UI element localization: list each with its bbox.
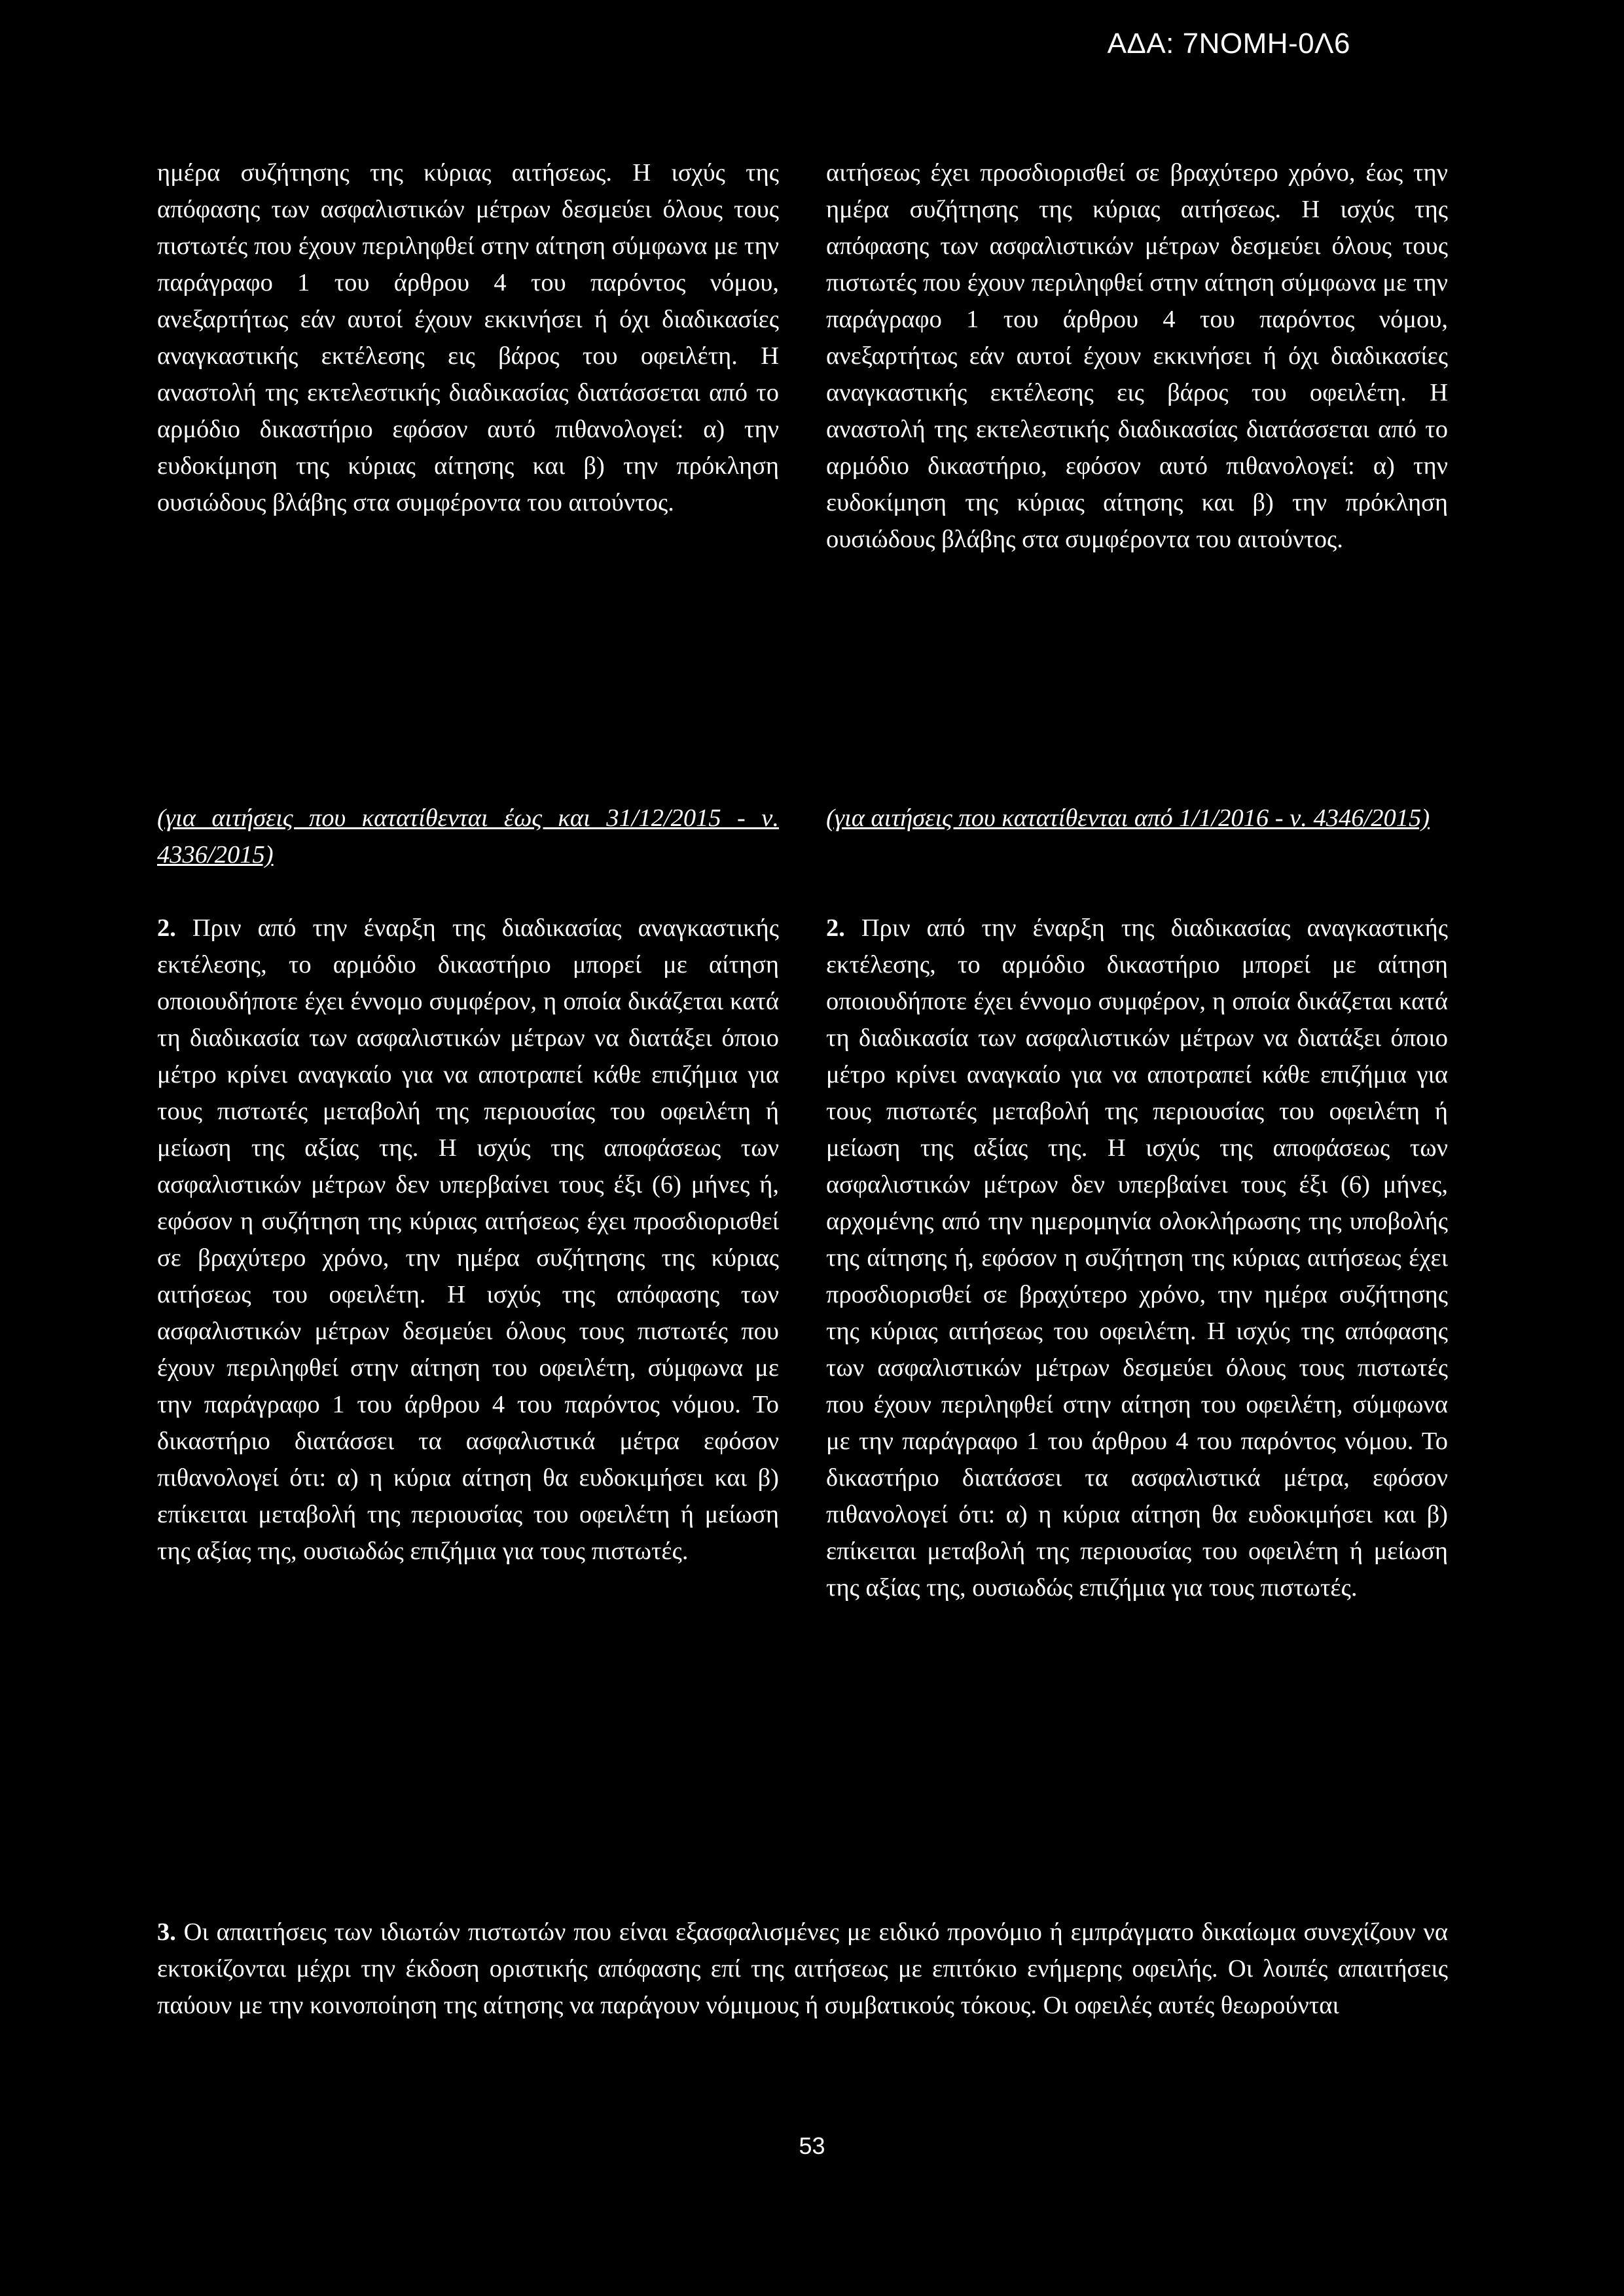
right-paragraph-2-text: Πριν από την έναρξη της διαδικασίας αναγκαστικής εκτέλεσης, το αρμόδιο δικαστήριο μπορεί με αίτηση οποιουδήποτε έχει έννομο συμφέρον, η οποία δικάζεται κατά τη διαδικασία των ασφαλιστικών μέτρων να διατάξει όποιο μέτρο κρίνει αναγκαίο για να αποτραπεί κάθε επιζήμια για τους πιστωτές μεταβολή της περιουσίας του οφειλέτη ή μείωση της αξίας της. Η ισχύς της αποφάσεως των ασφαλιστικών μέτρων δεν υπερβαίνει τους έξι (6) μήνες, αρχομένης από την ημερομηνία ολοκλήρωσης της υποβολής της αίτησης ή, εφόσον η συζήτηση της κύριας αιτήσεως έχει προσδιορισθεί σε βραχύτερο χρόνο, την ημέρα συζήτησης της κύριας αιτήσεως του οφειλέτη. Η ισχύς της απόφασης των ασφαλιστικών μέτρων δεσμεύει όλους τους πιστωτές που έχουν περιληφθεί στην αίτηση του οφειλέτη, σύμφωνα με την παράγραφο 1 του άρθρου 4 του παρόντος νόμου. Το δικαστήριο διατάσσει τα ασφαλιστικά μέτρα, εφόσον πιθανολογεί ότι: α) η κύρια αίτηση θα ευδοκιμήσει και β) επίκειται μεταβολή της περιουσίας του οφειλέτη ή μείωση της αξίας της, ουσιωδώς επιζήμια για τους πιστωτές. <box>826 914 1448 1602</box>
section-3 <box>157 1914 1448 2024</box>
left-heading-text: (για αιτήσεις που κατατίθενται έως και 31/12/2015 - ν. 4336/2015) <box>157 804 779 869</box>
left-heading <box>157 800 779 873</box>
section-3-number: 3. <box>157 1918 176 1946</box>
document-id-ada: ΑΔΑ: 7ΝΟΜΗ-0Λ6 <box>1107 27 1350 60</box>
left-paragraph-2 <box>157 910 779 1570</box>
right-continuation-text: αιτήσεως έχει προσδιορισθεί σε βραχύτερο χρόνο, έως την ημέρα συζήτησης της κύριας αιτήσεως. Η ισχύς της απόφασης των ασφαλιστικών μέτρων δεσμεύει όλους τους πιστωτές που έχουν περιληφθεί στην αίτηση σύμφωνα με την παράγραφο 1 του άρθρου 4 του παρόντος νόμου, ανεξαρτήτως εάν αυτοί έχουν εκκινήσει ή όχι διαδικασίες αναγκαστικής εκτέλεσης εις βάρος του οφειλέτη. Η αναστολή της εκτελεστικής διαδικασίας διατάσσεται από το αρμόδιο δικαστήριο, εφόσον αυτό πιθανολογεί: α) την ευδοκίμηση της κύριας αίτησης και β) την πρόκληση ουσιώδους βλάβης στα συμφέροντα του αιτούντος. <box>826 159 1448 553</box>
left-paragraph-number: 2. <box>157 914 176 942</box>
right-heading-text: (για αιτήσεις που κατατίθενται από 1/1/2016 - ν. 4346/2015) <box>826 804 1430 832</box>
right-paragraph-2 <box>826 910 1448 1606</box>
right-paragraph-number: 2. <box>826 914 845 942</box>
section-3-text: Οι απαιτήσεις των ιδιωτών πιστωτών που είναι εξασφαλισμένες με ειδικό προνόμιο ή εμπράγματο δικαίωμα συνεχίζουν να εκτοκίζονται μέχρι την έκδοση οριστικής απόφασης επί της αιτήσεως με επιτόκιο ενήμερης οφειλής. Οι λοιπές απαιτήσεις παύουν με την κοινοποίηση της αίτησης να παράγουν νόμιμους ή συμβατικούς τόκους. Οι οφειλές αυτές θεωρούνται <box>157 1918 1448 2019</box>
left-paragraph-2-text: Πριν από την έναρξη της διαδικασίας αναγκαστικής εκτέλεσης, το αρμόδιο δικαστήριο μπορεί με αίτηση οποιουδήποτε έχει έννομο συμφέρον, η οποία δικάζεται κατά τη διαδικασία των ασφαλιστικών μέτρων να διατάξει όποιο μέτρο κρίνει αναγκαίο για να αποτραπεί κάθε επιζήμια για τους πιστωτές μεταβολή της περιουσίας του οφειλέτη ή μείωση της αξίας της. Η ισχύς της αποφάσεως των ασφαλιστικών μέτρων δεν υπερβαίνει τους έξι (6) μήνες ή, εφόσον η συζήτηση της κύριας αιτήσεως έχει προσδιορισθεί σε βραχύτερο χρόνο, την ημέρα συζήτησης της κύριας αιτήσεως του οφειλέτη. Η ισχύς της απόφασης των ασφαλιστικών μέτρων δεσμεύει όλους τους πιστωτές που έχουν περιληφθεί στην αίτηση του οφειλέτη, σύμφωνα με την παράγραφο 1 του άρθρου 4 του παρόντος νόμου. Το δικαστήριο διατάσσει τα ασφαλιστικά μέτρα εφόσον πιθανολογεί ότι: α) η κύρια αίτηση θα ευδοκιμήσει και β) επίκειται μεταβολή της περιουσίας του οφειλέτη ή μείωση της αξίας της, ουσιωδώς επιζήμια για τους πιστωτές. <box>157 914 779 1565</box>
right-heading <box>826 800 1448 836</box>
page-number: 53 <box>799 2132 825 2159</box>
left-continuation-text: ημέρα συζήτησης της κύριας αιτήσεως. Η ισχύς της απόφασης των ασφαλιστικών μέτρων δεσμεύει όλους τους πιστωτές που έχουν περιληφθεί στην αίτηση σύμφωνα με την παράγραφο 1 του άρθρου 4 του παρόντος νόμου, ανεξαρτήτως εάν αυτοί έχουν εκκινήσει ή όχι διαδικασίες αναγκαστικής εκτέλεσης εις βάρος του οφειλέτη. Η αναστολή της εκτελεστικής διαδικασίας διατάσσεται από το αρμόδιο δικαστήριο εφόσον αυτό πιθανολογεί: α) την ευδοκίμηση της κύριας αίτησης και β) την πρόκληση ουσιώδους βλάβης στα συμφέροντα του αιτούντος. <box>157 159 779 516</box>
right-continuation <box>826 154 1448 558</box>
left-continuation <box>157 154 779 521</box>
